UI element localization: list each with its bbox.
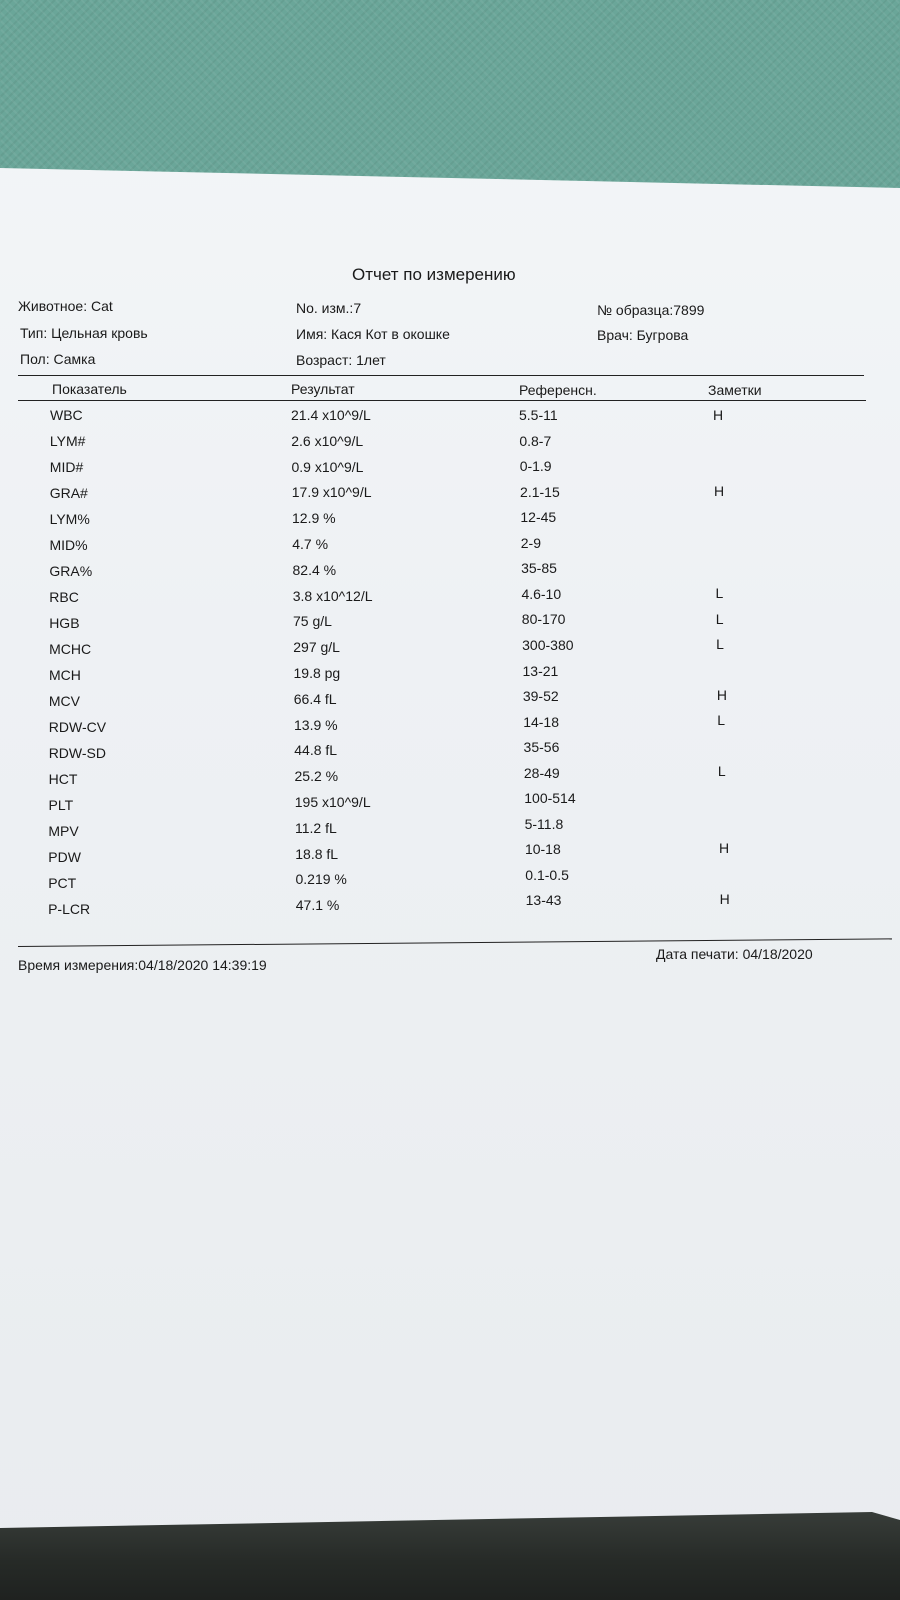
report-title: Отчет по измерению — [352, 265, 516, 284]
header-top-rule — [18, 375, 864, 376]
sex-field: Пол: Самка — [20, 351, 96, 367]
row-result: 195 x10^9/L — [294, 794, 371, 810]
row-result: 2.6 x10^9/L — [291, 432, 364, 449]
column-header-notes: Заметки — [708, 382, 762, 398]
row-reference: 5-11.8 — [524, 815, 564, 832]
row-parameter: PDW — [48, 849, 81, 866]
measurement-number-field: No. изм.:7 — [296, 300, 362, 316]
row-result: 82.4 % — [292, 561, 337, 578]
row-result: 11.2 fL — [295, 819, 337, 836]
row-parameter: MCV — [48, 693, 81, 710]
row-note: H — [716, 686, 727, 703]
row-parameter: GRA% — [49, 563, 93, 580]
row-result: 0.219 % — [295, 871, 347, 888]
row-result: 12.9 % — [292, 510, 336, 527]
row-reference: 4.6-10 — [521, 585, 562, 602]
row-parameter: P-LCR — [48, 901, 91, 918]
row-reference: 10-18 — [524, 841, 561, 858]
row-parameter: MCHC — [49, 641, 92, 658]
column-header-result: Результат — [291, 381, 355, 397]
row-result: 18.8 fL — [295, 845, 339, 862]
row-parameter: PLT — [48, 797, 74, 814]
row-note: L — [715, 610, 724, 627]
row-parameter: HCT — [48, 771, 78, 788]
row-parameter: LYM% — [49, 511, 90, 528]
row-reference: 80-170 — [521, 611, 566, 628]
patient-name-field: Имя: Кася Кот в окошке — [296, 326, 450, 342]
row-reference: 35-56 — [523, 739, 560, 756]
row-note: L — [715, 585, 724, 602]
animal-field: Животное: Cat — [18, 298, 113, 314]
row-result: 0.9 x10^9/L — [291, 458, 364, 475]
row-note: L — [716, 636, 724, 653]
row-reference: 35-85 — [521, 560, 557, 577]
row-result: 19.8 pg — [293, 665, 341, 681]
row-parameter: MCH — [49, 667, 81, 684]
row-result: 75 g/L — [293, 613, 332, 630]
row-note: L — [717, 763, 726, 780]
row-result: 297 g/L — [293, 639, 340, 656]
row-note: H — [714, 483, 725, 500]
sample-number-field: № образца:7899 — [597, 302, 705, 318]
row-parameter: GRA# — [49, 485, 88, 502]
row-reference: 100-514 — [524, 790, 576, 807]
row-parameter: RBC — [49, 589, 79, 606]
row-reference: 12-45 — [520, 509, 557, 526]
header-bottom-rule — [18, 400, 866, 401]
column-header-reference: Референсн. — [519, 382, 597, 398]
age-field: Возраст: 1лет — [296, 352, 386, 368]
row-note: H — [719, 890, 730, 907]
print-date: Дата печати: 04/18/2020 — [656, 946, 813, 962]
row-note: H — [718, 839, 730, 856]
row-reference: 28-49 — [523, 764, 560, 781]
sample-type-field: Тип: Цельная кровь — [20, 325, 148, 341]
row-result: 47.1 % — [295, 897, 340, 914]
row-parameter: MID# — [49, 459, 84, 476]
measurement-time: Время измерения:04/18/2020 14:39:19 — [18, 957, 267, 973]
row-result: 13.9 % — [294, 716, 338, 733]
row-reference: 2-9 — [520, 534, 541, 551]
row-parameter: PCT — [48, 875, 77, 892]
row-result: 3.8 x10^12/L — [292, 587, 373, 604]
row-note: L — [717, 712, 725, 729]
row-parameter: RDW-SD — [48, 745, 106, 762]
row-reference: 2.1-15 — [520, 483, 560, 500]
row-reference: 13-21 — [522, 662, 559, 679]
row-result: 44.8 fL — [294, 742, 338, 759]
row-parameter: MPV — [48, 823, 79, 840]
row-parameter: HGB — [49, 615, 80, 632]
row-result: 25.2 % — [294, 768, 339, 785]
row-parameter: MID% — [49, 537, 88, 554]
row-result: 17.9 x10^9/L — [291, 484, 372, 501]
row-reference: 0.1-0.5 — [525, 866, 569, 883]
row-reference: 5.5-11 — [519, 407, 558, 423]
row-reference: 0-1.9 — [519, 458, 552, 475]
column-header-parameter: Показатель — [52, 381, 127, 397]
row-parameter: RDW-CV — [48, 719, 107, 736]
row-parameter: LYM# — [49, 433, 86, 449]
row-reference: 0.8-7 — [519, 432, 552, 449]
row-reference: 39-52 — [522, 688, 559, 705]
row-parameter: WBC — [50, 407, 83, 423]
row-result: 4.7 % — [292, 536, 329, 552]
row-reference: 14-18 — [523, 713, 559, 730]
row-result: 66.4 fL — [293, 690, 337, 707]
row-reference: 300-380 — [522, 636, 574, 653]
doctor-field: Врач: Бугрова — [597, 327, 689, 343]
row-reference: 13-43 — [525, 892, 562, 909]
row-note: H — [713, 407, 724, 423]
row-result: 21.4 x10^9/L — [291, 407, 371, 423]
